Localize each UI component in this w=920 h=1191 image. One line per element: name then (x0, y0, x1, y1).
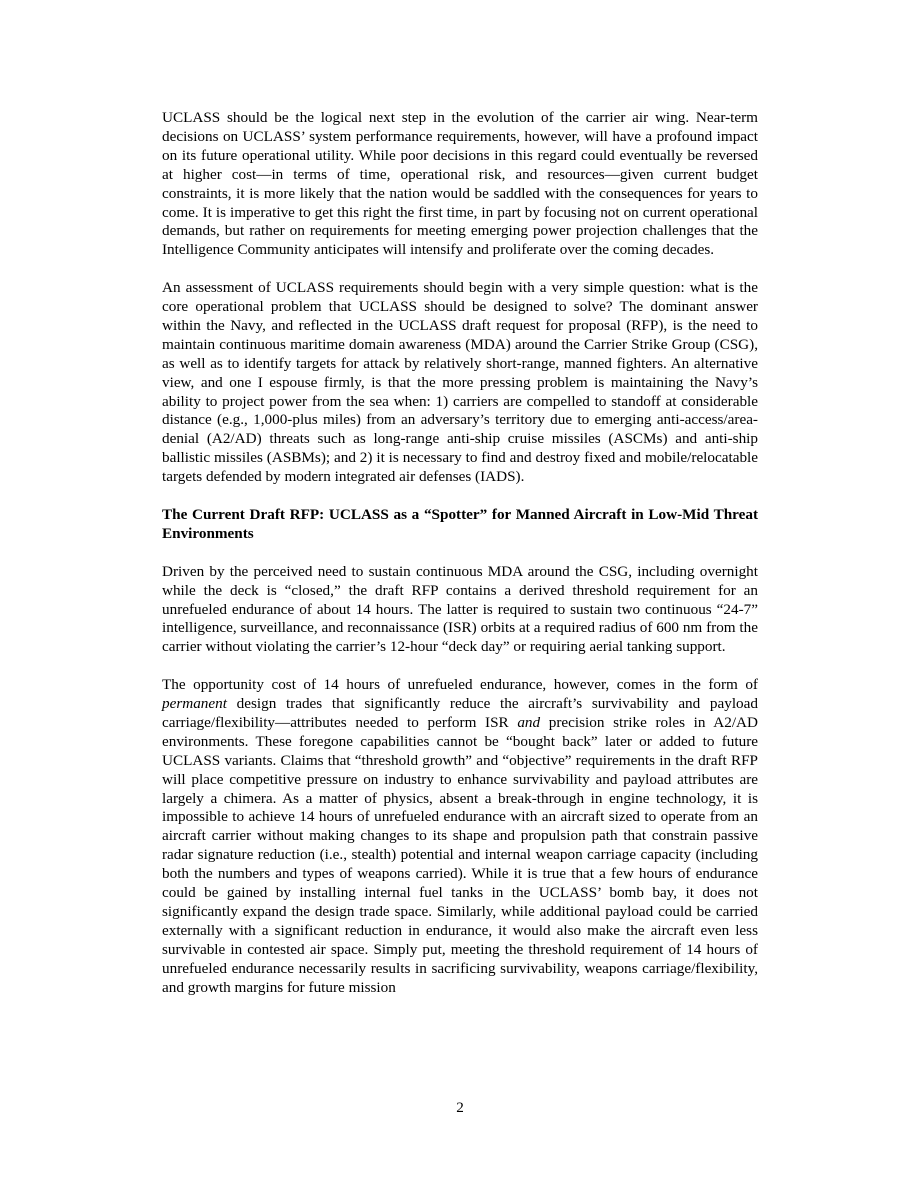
text-run: The opportunity cost of 14 hours of unrefueled endurance, however, comes in the form of (162, 676, 758, 694)
paragraph-assessment: An assessment of UCLASS requirements should begin with a very simple question: what is the core operational problem that UCLASS should be designed to solve? The dominant answer within the Navy, and reflected in the UCLASS draft request for proposal (RFP), is the need to maintain continuous maritime domain awareness (MDA) around the Carrier Strike Group (CSG), as well as to identify targets for attack by relatively short-range, manned fighters. An alternative view, and one I espouse firmly, is that the more pressing problem is maintaining the Navy’s ability to project power from the sea when: 1) carriers are compelled to standoff at considerable distance (e.g., 1,000-plus miles) from an adversary’s territory due to emerging anti-access/area-denial (A2/AD) threats such as long-range anti-ship cruise missiles (ASCMs) and anti-ship ballistic missiles (ASBMs); and 2) it is necessary to find and destroy fixed and mobile/relocatable targets defended by modern integrated air defenses (IADS). (162, 279, 758, 486)
emphasis-and: and (517, 713, 541, 731)
section-heading: The Current Draft RFP: UCLASS as a “Spotter” for Manned Aircraft in Low-Mid Threat Environments (162, 506, 758, 542)
emphasis-permanent: permanent (162, 695, 227, 713)
text-run: precision strike roles in A2/AD environments. These foregone capabilities cannot be “bought back” later or added to future UCLASS variants. Claims that “threshold growth” and “objective” requirements in the draft RFP will place competitive pressure on industry to enhance survivability and payload attributes are largely a chimera. As a matter of physics, absent a break-through in engine technology, it is impossible to achieve 14 hours of unrefueled endurance with an aircraft sized to operate from an aircraft carrier without making changes to its shape and propulsion path that constrain passive radar signature reduction (i.e., stealth) potential and internal weapon carriage capacity (including both the numbers and types of weapons carried). While it is true that a few hours of endurance could be gained by installing internal fuel tanks in the UCLASS’ bomb bay, it does not significantly expand the design trade space. Similarly, while additional payload could be carried externally with a significant reduction in endurance, it would also make the aircraft even less survivable in contested air space. Simply put, meeting the threshold requirement of 14 hours of unrefueled endurance necessarily results in sacrificing survivability, weapons carriage/flexibility, and growth margins for future mission (162, 713, 758, 996)
text-run: design trades that significantly reduce the aircraft’s survivability and payload carriage/flexibility—attributes needed to perform ISR (162, 695, 758, 731)
paragraph-draft-rfp: Driven by the perceived need to sustain continuous MDA around the CSG, including overnight while the deck is “closed,” the draft RFP contains a derived threshold requirement for an unrefueled endurance of about 14 hours. The latter is required to sustain two continuous “24-7” intelligence, surveillance, and reconnaissance (ISR) orbits at a required radius of 600 nm from the carrier without violating the carrier’s 12-hour “deck day” or requiring aerial tanking support. (162, 562, 758, 656)
page-number: 2 (456, 1099, 464, 1116)
body-text (162, 109, 758, 998)
paragraph-opportunity-cost (162, 676, 758, 997)
paragraph-intro: UCLASS should be the logical next step in the evolution of the carrier air wing. Near-term decisions on UCLASS’ system performance requirements, however, will have a profound impact on its future operational utility. While poor decisions in this regard could eventually be reversed at higher cost—in terms of time, operational risk, and resources—given current budget constraints, it is more likely that the nation would be saddled with the consequences for years to come. It is imperative to get this right the first time, in part by focusing not on current operational demands, but rather on requirements for meeting emerging power projection challenges that the Intelligence Community anticipates will intensify and proliferate over the coming decades. (162, 109, 758, 259)
